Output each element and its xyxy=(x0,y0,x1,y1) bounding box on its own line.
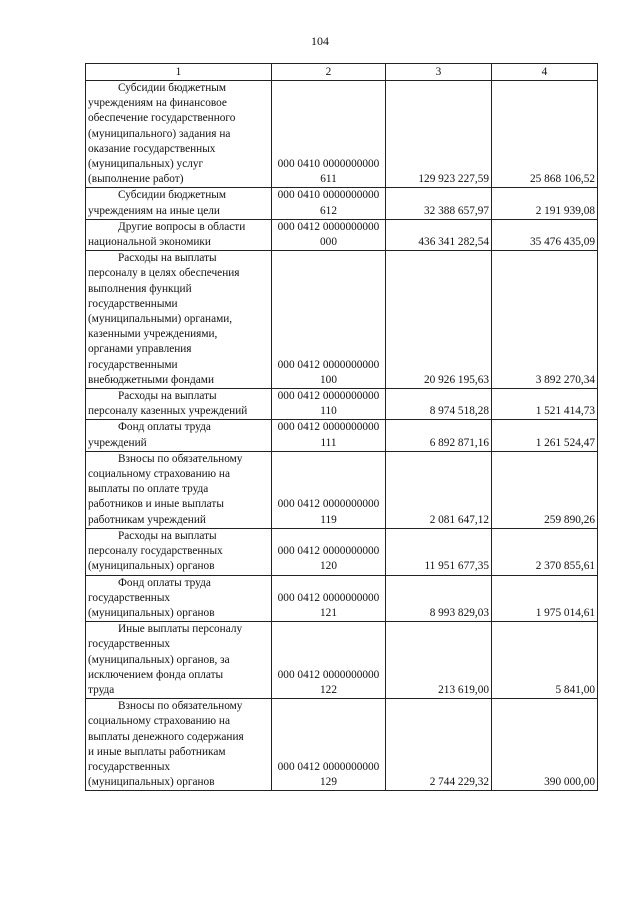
row-value-column-4: 2 191 939,08 xyxy=(492,188,598,219)
row-value-column-4: 390 000,00 xyxy=(492,699,598,791)
row-name-line: персоналу казенных учреждений xyxy=(88,405,248,418)
row-value-column-4: 3 892 270,34 xyxy=(492,251,598,389)
table-row xyxy=(86,699,598,791)
row-name-line: государственными xyxy=(88,358,178,371)
row-value-column-3: 20 926 195,63 xyxy=(386,251,492,389)
row-code-line: 000 0412 0000000000 xyxy=(277,498,380,511)
row-code-line: 122 xyxy=(320,683,337,696)
row-value-column-3: 32 388 657,97 xyxy=(386,188,492,219)
row-name-line: Фонд оплаты труда xyxy=(118,576,211,589)
table-row xyxy=(86,389,598,420)
row-value-column-4: 5 841,00 xyxy=(492,622,598,699)
table-row xyxy=(86,420,598,451)
row-name-line: оказание государственных xyxy=(88,142,216,155)
row-value-column-4: 35 476 435,09 xyxy=(492,219,598,250)
row-name-cell xyxy=(86,81,272,188)
row-name-line: (муниципальных) органов xyxy=(88,560,215,573)
row-code-cell xyxy=(272,622,386,699)
row-code-line: 000 0412 0000000000 xyxy=(277,421,380,434)
row-name-cell xyxy=(86,219,272,250)
column-header-1: 1 xyxy=(86,64,272,81)
row-value-column-4: 25 868 106,52 xyxy=(492,81,598,188)
table-row xyxy=(86,575,598,622)
row-value-column-3: 213 619,00 xyxy=(386,622,492,699)
row-code-cell xyxy=(272,699,386,791)
row-value-column-4: 2 370 855,61 xyxy=(492,528,598,575)
row-code-line: 119 xyxy=(320,513,337,526)
row-code-line: 000 0412 0000000000 xyxy=(277,668,380,681)
row-value-column-4: 259 890,26 xyxy=(492,451,598,528)
row-name-line: Расходы на выплаты xyxy=(118,252,217,265)
row-name-line: Расходы на выплаты xyxy=(118,390,217,403)
row-name-line: учреждениям на иные цели xyxy=(88,204,220,217)
row-name-cell xyxy=(86,251,272,389)
row-code-line: 110 xyxy=(320,405,337,418)
row-name-line: государственных xyxy=(88,638,171,651)
row-name-line: социальному страхованию на xyxy=(88,715,230,728)
row-name-line: исключением фонда оплаты xyxy=(88,668,224,681)
row-name-line: обеспечение государственного xyxy=(88,112,236,125)
row-name-line: государственных xyxy=(88,591,171,604)
row-name-cell xyxy=(86,528,272,575)
row-name-line: Взносы по обязательному xyxy=(118,452,243,465)
table-row xyxy=(86,188,598,219)
row-name-cell xyxy=(86,575,272,622)
row-value-column-4: 1 975 014,61 xyxy=(492,575,598,622)
row-name-line: (муниципальными) органами, xyxy=(88,313,233,326)
row-name-line: выполнения функций xyxy=(88,282,192,295)
row-code-line: 000 0410 0000000000 xyxy=(277,189,380,202)
row-code-cell xyxy=(272,451,386,528)
row-name-line: государственных xyxy=(88,760,171,773)
row-name-line: выплаты денежного содержания xyxy=(88,730,244,743)
row-name-line: Иные выплаты персоналу xyxy=(118,623,243,636)
row-name-line: труда xyxy=(88,683,115,696)
row-value-column-3: 2 081 647,12 xyxy=(386,451,492,528)
row-code-cell xyxy=(272,420,386,451)
row-name-line: учреждений xyxy=(88,436,147,449)
row-name-cell xyxy=(86,451,272,528)
row-code-line: 129 xyxy=(320,776,337,789)
row-name-line: (выполнение работ) xyxy=(88,173,184,186)
row-code-line: 000 0410 0000000000 xyxy=(277,158,380,171)
row-code-cell xyxy=(272,528,386,575)
row-name-line: выплаты по оплате труда xyxy=(88,483,209,496)
page-number: 104 xyxy=(311,34,329,48)
row-name-line: (муниципальных) органов, за xyxy=(88,653,230,666)
table-row xyxy=(86,528,598,575)
row-name-line: Другие вопросы в области xyxy=(118,220,246,233)
row-code-line: 000 0412 0000000000 xyxy=(277,591,380,604)
row-name-line: (муниципальных) органов xyxy=(88,776,215,789)
row-name-line: внебюджетными фондами xyxy=(88,373,214,386)
row-name-line: государственными xyxy=(88,297,178,310)
row-name-line: социальному страхованию на xyxy=(88,468,230,481)
table-header-row xyxy=(86,64,598,81)
row-name-cell xyxy=(86,420,272,451)
row-value-column-3: 6 892 871,16 xyxy=(386,420,492,451)
row-value-column-3: 129 923 227,59 xyxy=(386,81,492,188)
row-name-line: казенными учреждениями, xyxy=(88,328,218,341)
row-code-cell xyxy=(272,575,386,622)
table-row xyxy=(86,219,598,250)
row-name-line: органами управления xyxy=(88,343,192,356)
row-name-cell xyxy=(86,389,272,420)
column-header-4: 4 xyxy=(492,64,598,81)
row-value-column-3: 2 744 229,32 xyxy=(386,699,492,791)
column-header-2: 2 xyxy=(272,64,386,81)
row-name-line: персоналу государственных xyxy=(88,545,223,558)
row-name-cell xyxy=(86,699,272,791)
row-name-line: (муниципальных) услуг xyxy=(88,158,204,171)
row-value-column-4: 1 521 414,73 xyxy=(492,389,598,420)
row-code-line: 121 xyxy=(320,606,337,619)
row-value-column-3: 436 341 282,54 xyxy=(386,219,492,250)
column-header-3: 3 xyxy=(386,64,492,81)
table-row xyxy=(86,451,598,528)
row-code-line: 000 0412 0000000000 xyxy=(277,545,380,558)
row-name-line: Расходы на выплаты xyxy=(118,529,217,542)
table-row xyxy=(86,622,598,699)
row-code-line: 611 xyxy=(320,173,337,186)
row-name-line: Субсидии бюджетным xyxy=(118,189,226,202)
row-name-line: национальной экономики xyxy=(88,236,211,249)
row-name-line: персоналу в целях обеспечения xyxy=(88,267,240,280)
row-name-line: Взносы по обязательному xyxy=(118,700,243,713)
row-code-line: 000 xyxy=(320,236,337,249)
row-name-line: (муниципального) задания на xyxy=(88,127,231,140)
row-code-line: 000 0412 0000000000 xyxy=(277,358,380,371)
table-body xyxy=(86,81,598,791)
row-code-cell xyxy=(272,251,386,389)
row-code-line: 000 0412 0000000000 xyxy=(277,760,380,773)
budget-table xyxy=(85,63,598,791)
row-code-cell xyxy=(272,389,386,420)
row-value-column-3: 11 951 677,35 xyxy=(386,528,492,575)
row-name-line: Субсидии бюджетным xyxy=(118,82,226,94)
table-row xyxy=(86,251,598,389)
row-code-line: 120 xyxy=(320,560,337,573)
row-name-line: работникам учреждений xyxy=(88,513,206,526)
row-value-column-3: 8 974 518,28 xyxy=(386,389,492,420)
row-code-line: 111 xyxy=(320,436,337,449)
row-code-cell xyxy=(272,219,386,250)
row-name-line: Фонд оплаты труда xyxy=(118,421,211,434)
row-name-line: учреждениям на финансовое xyxy=(88,97,227,110)
row-code-cell xyxy=(272,81,386,188)
row-name-line: работников и иные выплаты xyxy=(88,498,224,511)
row-name-line: и иные выплаты работникам xyxy=(88,745,226,758)
row-code-line: 000 0412 0000000000 xyxy=(277,390,380,403)
row-value-column-4: 1 261 524,47 xyxy=(492,420,598,451)
row-code-line: 612 xyxy=(320,204,337,217)
row-name-cell xyxy=(86,622,272,699)
row-name-line: (муниципальных) органов xyxy=(88,606,215,619)
row-code-line: 100 xyxy=(320,373,337,386)
row-value-column-3: 8 993 829,03 xyxy=(386,575,492,622)
row-code-cell xyxy=(272,188,386,219)
row-code-line: 000 0412 0000000000 xyxy=(277,220,380,233)
table-row xyxy=(86,81,598,188)
row-name-cell xyxy=(86,188,272,219)
